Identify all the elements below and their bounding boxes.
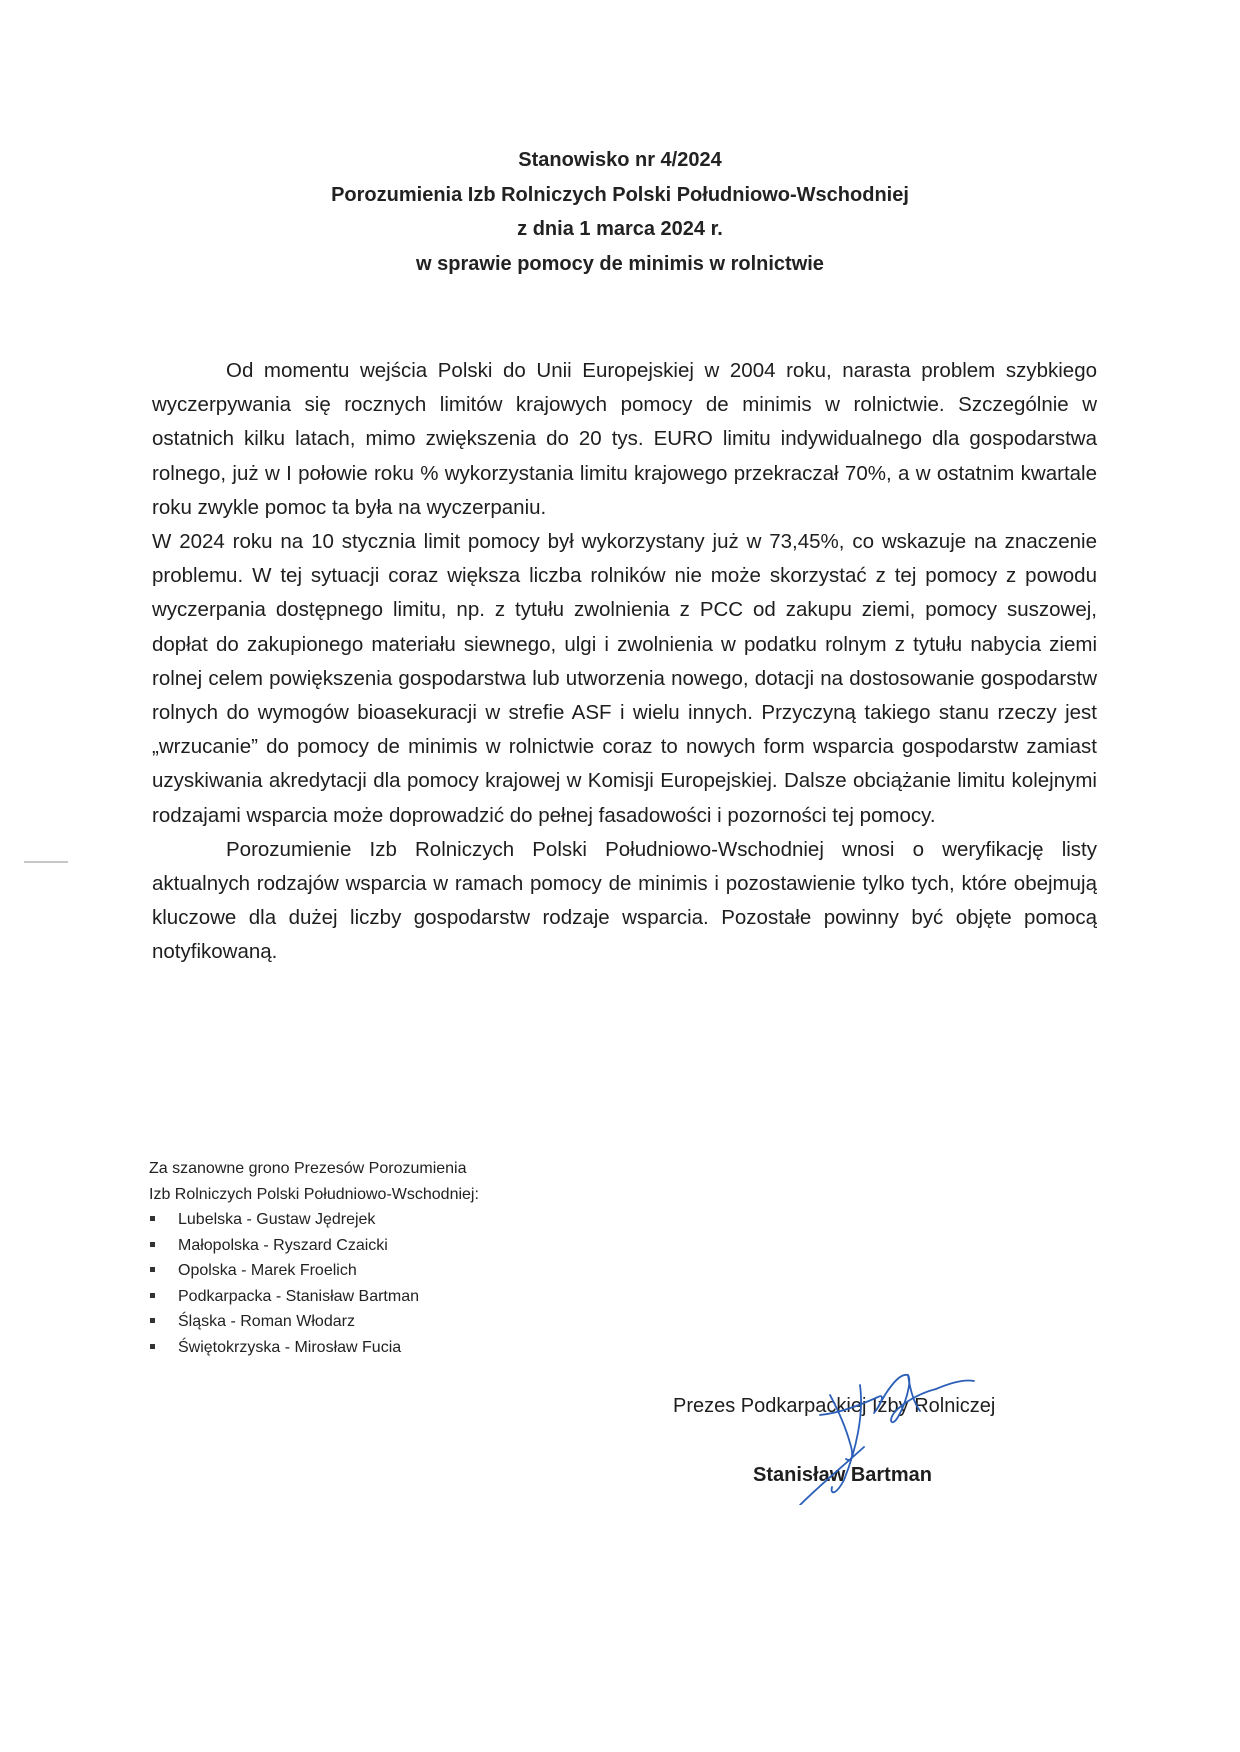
square-bullet-icon xyxy=(150,1344,155,1349)
signatories-intro-1: Za szanowne grono Prezesów Porozumienia xyxy=(149,1160,467,1177)
handwritten-signature xyxy=(760,1355,990,1505)
square-bullet-icon xyxy=(150,1318,155,1323)
list-item xyxy=(149,1335,479,1361)
square-bullet-icon xyxy=(150,1242,155,1247)
paragraph-3: Porozumienie Izb Rolniczych Polski Południowo-Wschodniej wnosi o weryfikację listy aktualnych rodzajów wsparcia w ramach pomocy de minimis i pozostawienie tylko tych, które obejmują kluczowe dla dużej liczby gospodarstw rodzaje wsparcia. Pozostałe powinny być objęte pomocą notyfikowaną. xyxy=(152,837,1097,964)
scan-margin-mark xyxy=(24,861,68,863)
paragraph-2: W 2024 roku na 10 stycznia limit pomocy był wykorzystany już w 73,45%, co wskazuje na znaczenie problemu. W tej sytuacji coraz większa liczba rolników nie może skorzystać z tej pomocy z powodu wyczerpania dostępnego limitu, np. z tytułu zwolnienia z PCC od zakupu ziemi, pomocy suszowej, dopłat do zakupionego materiału siewnego, ulgi i zwolnienia w podatku rolnym z tytułu nabycia ziemi rolnej celem powiększenia gospodarstwa lub utworzenia nowego, dotacji na dostosowanie gospodarstw rolnych do wymogów bioasekuracji w strefie ASF i wielu innych. Przyczyną takiego stanu rzeczy jest „wrzucanie” do pomocy de minimis w rolnictwie coraz to nowych form wsparcia gospodarstw zamiast uzyskiwania akredytacji dla pomocy krajowej w Komisji Europejskiej. Dalsze obciążanie limitu kolejnymi rodzajami wsparcia może doprowadzić do pełnej fasadowości i pozorności tej pomocy. xyxy=(152,530,1097,827)
signatory-label: Świętokrzyska - Mirosław Fucia xyxy=(178,1338,402,1356)
signatory-label: Lubelska - Gustaw Jędrejek xyxy=(178,1211,376,1228)
square-bullet-icon xyxy=(150,1267,155,1272)
signatory-label: Śląska - Roman Włodarz xyxy=(178,1313,355,1330)
list-item xyxy=(149,1207,479,1233)
signatories-block xyxy=(149,1156,479,1360)
document-date: z dnia 1 marca 2024 r. xyxy=(517,218,723,240)
square-bullet-icon xyxy=(150,1293,155,1298)
signatories-intro-2: Izb Rolniczych Polski Południowo-Wschodniej: xyxy=(149,1185,479,1203)
signer-name: Stanisław Bartman xyxy=(753,1464,932,1486)
list-item xyxy=(149,1258,479,1284)
signatories-list xyxy=(149,1207,479,1360)
signer-title: Prezes Podkarpackiej Izby Rolniczej xyxy=(673,1395,996,1417)
paragraph-1: Od momentu wejścia Polski do Unii Europejskiej w 2004 roku, narasta problem szybkiego wyczerpywania się rocznych limitów krajowych pomocy de minimis w rolnictwie. Szczególnie w ostatnich kilku latach, mimo zwiększenia do 20 tys. EURO limitu indywidualnego dla gospodarstwa rolnego, już w I połowie roku % wykorzystania limitu krajowego przekraczał 70%, a w ostatnim kwartale roku zwykle pomoc ta była na wyczerpaniu. xyxy=(152,359,1097,519)
square-bullet-icon xyxy=(150,1216,155,1221)
list-item xyxy=(149,1309,479,1335)
document-body xyxy=(152,354,1097,970)
issuing-body: Porozumienia Izb Rolniczych Polski Południowo-Wschodniej xyxy=(331,183,909,206)
signatory-label: Opolska - Marek Froelich xyxy=(178,1262,357,1279)
document-number: Stanowisko nr 4/2024 xyxy=(518,149,722,171)
signatory-label: Podkarpacka - Stanisław Bartman xyxy=(178,1287,419,1305)
list-item xyxy=(149,1233,479,1259)
document-subject: w sprawie pomocy de minimis w rolnictwie xyxy=(416,252,824,275)
list-item xyxy=(149,1284,479,1310)
document-header xyxy=(150,143,1090,281)
signatory-label: Małopolska - Ryszard Czaicki xyxy=(178,1236,388,1254)
